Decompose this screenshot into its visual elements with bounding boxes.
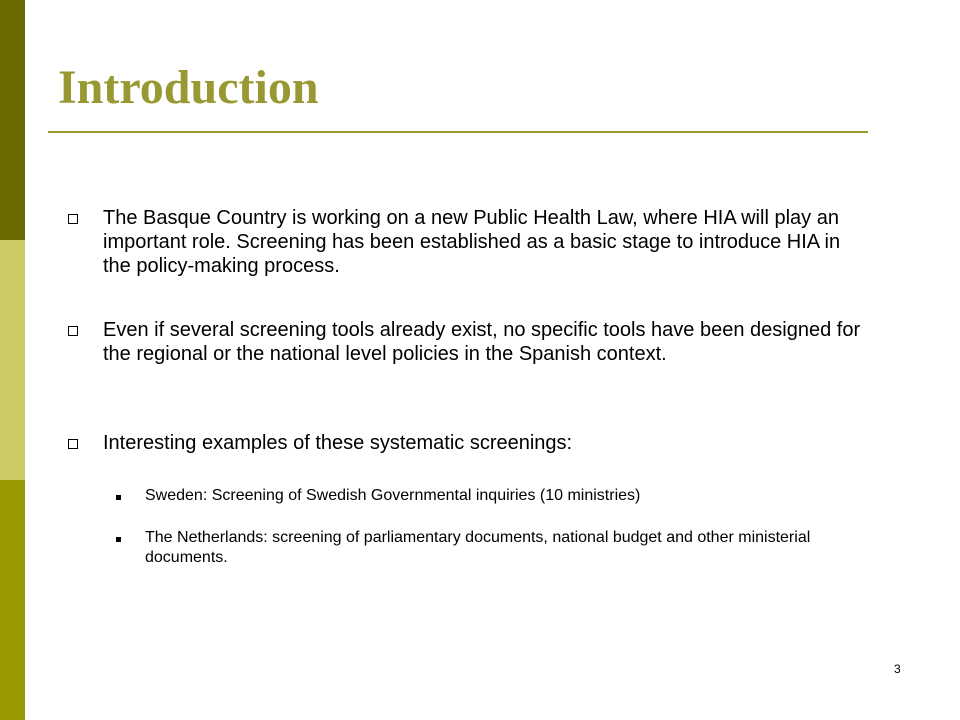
square-bullet-icon: [68, 326, 78, 336]
sub-bullet-text: The Netherlands: screening of parliamentary documents, national budget and other ministerial documents.: [145, 529, 811, 566]
bullet-text: Interesting examples of these systematic screenings:: [103, 432, 573, 454]
sub-bullet-text: Sweden: Screening of Swedish Governmental inquiries (10 ministries): [145, 487, 641, 504]
side-bar-segment-top: [0, 0, 25, 240]
small-square-bullet-icon: [116, 537, 121, 542]
side-bar-segment-middle: [0, 240, 25, 480]
bullet-text: The Basque Country is working on a new Public Health Law, where HIA will play an important role. Screening has been established as a basic stage to introduce HIA in the policy-making process.: [103, 207, 841, 277]
slide-title: Introduction: [58, 61, 319, 114]
side-bar-segment-bottom: [0, 480, 25, 720]
title-underline: [48, 131, 868, 133]
square-bullet-icon: [68, 214, 78, 224]
bullet-text: Even if several screening tools already exist, no specific tools have been designed for the regional or the national level policies in the Spanish context.: [103, 319, 861, 365]
decorative-side-bar: [0, 0, 25, 720]
small-square-bullet-icon: [116, 495, 121, 500]
square-bullet-icon: [68, 439, 78, 449]
page-number: 3: [894, 662, 901, 676]
